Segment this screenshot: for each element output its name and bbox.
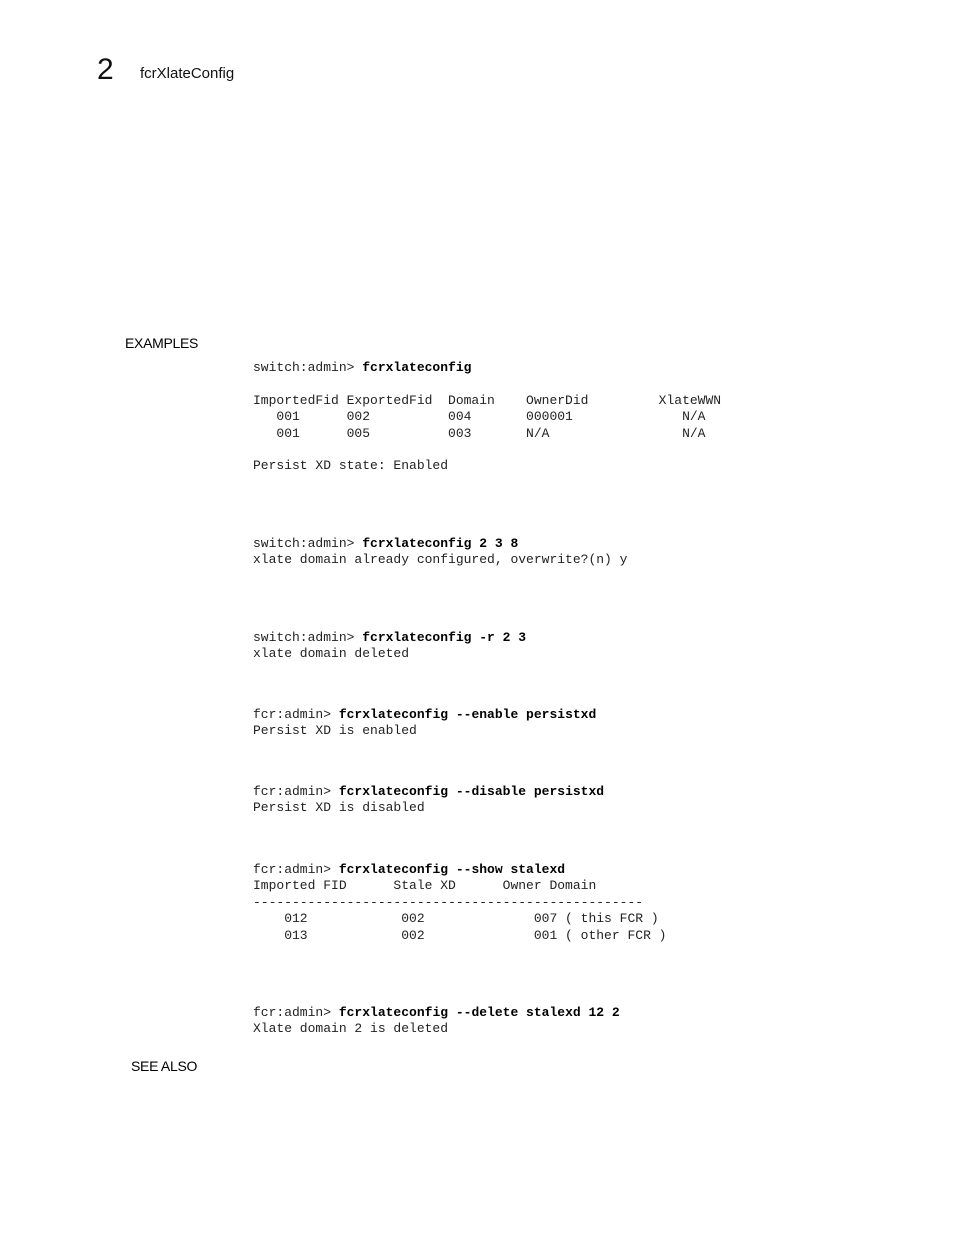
cli-command: fcrxlateconfig --show stalexd	[338, 862, 566, 877]
cli-command: fcrxlateconfig	[362, 360, 472, 375]
cli-output: Imported FID Stale XD Owner Domain -------------------------------------------------- 012 002 007 ( this FCR ) 013 002 001 ( other FCR )	[253, 878, 667, 943]
running-title: fcrXlateConfig	[140, 65, 235, 82]
cli-command: fcrxlateconfig --delete stalexd 12 2	[338, 1005, 620, 1020]
cli-command: fcrxlateconfig --enable persistxd	[338, 707, 597, 722]
example-fcrxlateconfig-remove	[253, 630, 526, 663]
cli-prompt: fcr:admin>	[253, 707, 339, 722]
cli-prompt: switch:admin>	[253, 360, 363, 375]
cli-prompt: fcr:admin>	[253, 784, 339, 799]
example-fcrxlateconfig-list	[253, 360, 721, 475]
cli-output: ImportedFid ExportedFid Domain OwnerDid XlateWWN 001 002 004 000001 N/A 001 005 003 N/A N/A Persist XD state: Enabled	[253, 392, 722, 474]
cli-command: fcrxlateconfig -r 2 3	[362, 630, 527, 645]
see-also-heading: SEE ALSO	[131, 1058, 198, 1074]
cli-prompt: switch:admin>	[253, 536, 363, 551]
cli-command: fcrxlateconfig 2 3 8	[362, 536, 519, 551]
example-fcrxlateconfig-add	[253, 536, 627, 569]
cli-output: Persist XD is disabled	[253, 800, 425, 816]
cli-command: fcrxlateconfig --disable persistxd	[338, 784, 605, 799]
examples-heading: EXAMPLES	[125, 335, 199, 351]
chapter-number: 2	[97, 53, 114, 86]
example-delete-stalexd	[253, 1005, 620, 1038]
example-show-stalexd	[253, 862, 666, 944]
cli-output: xlate domain already configured, overwrite?(n) y	[253, 552, 628, 568]
example-disable-persistxd	[253, 784, 604, 817]
cli-output: Persist XD is enabled	[253, 723, 417, 739]
cli-prompt: fcr:admin>	[253, 1005, 339, 1020]
cli-output: Xlate domain 2 is deleted	[253, 1021, 449, 1037]
cli-prompt: fcr:admin>	[253, 862, 339, 877]
cli-output: xlate domain deleted	[253, 646, 410, 662]
example-enable-persistxd	[253, 707, 596, 740]
cli-prompt: switch:admin>	[253, 630, 363, 645]
